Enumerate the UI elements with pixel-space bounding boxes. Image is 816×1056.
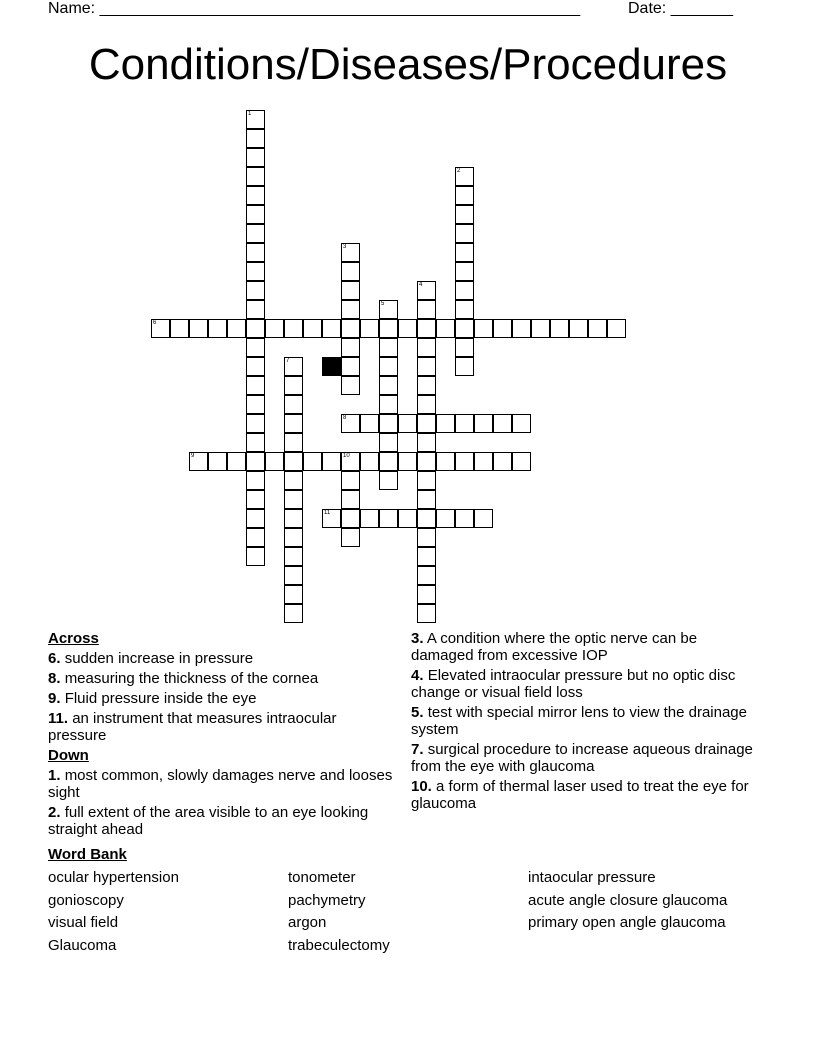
down-clue-7 xyxy=(411,741,761,775)
grid-cell[interactable] xyxy=(607,319,626,338)
grid-cell[interactable] xyxy=(341,528,360,547)
grid-cell[interactable] xyxy=(455,452,474,471)
grid-cell[interactable] xyxy=(341,319,360,338)
across-clue-6 xyxy=(48,650,393,667)
grid-cell[interactable] xyxy=(379,509,398,528)
grid-cell[interactable] xyxy=(246,224,265,243)
cell-number: 9 xyxy=(191,453,195,459)
grid-cell[interactable] xyxy=(303,452,322,471)
cell-number: 6 xyxy=(153,320,157,326)
date-field[interactable]: Date: _______ xyxy=(628,0,733,17)
word-bank-list xyxy=(48,868,768,958)
clue-number: 9. xyxy=(48,690,61,707)
grid-cell[interactable] xyxy=(417,319,436,338)
grid-cell[interactable] xyxy=(436,509,455,528)
grid-cell[interactable] xyxy=(417,490,436,509)
grid-cell[interactable] xyxy=(284,376,303,395)
grid-cell[interactable] xyxy=(455,186,474,205)
word-bank xyxy=(48,846,768,958)
black-cell xyxy=(322,357,341,376)
clue-number: 5. xyxy=(411,704,424,721)
grid-cell[interactable] xyxy=(417,433,436,452)
down-clue-5 xyxy=(411,704,761,738)
grid-cell[interactable] xyxy=(474,319,493,338)
grid-cell[interactable] xyxy=(322,509,341,528)
grid-cell[interactable] xyxy=(284,604,303,623)
grid-cell[interactable] xyxy=(284,452,303,471)
word-bank-item: acute angle closure glaucoma xyxy=(528,891,728,909)
grid-cell[interactable] xyxy=(436,414,455,433)
grid-cell[interactable] xyxy=(284,566,303,585)
down-clue-1 xyxy=(48,767,393,801)
grid-cell[interactable] xyxy=(341,376,360,395)
grid-cell[interactable] xyxy=(379,452,398,471)
grid-cell[interactable] xyxy=(246,110,265,129)
across-clue-8 xyxy=(48,670,393,687)
grid-cell[interactable] xyxy=(284,490,303,509)
grid-cell[interactable] xyxy=(246,262,265,281)
grid-cell[interactable] xyxy=(246,243,265,262)
grid-cell[interactable] xyxy=(379,338,398,357)
grid-cell[interactable] xyxy=(151,319,170,338)
word-bank-heading: Word Bank xyxy=(48,846,127,863)
down-clue-3 xyxy=(411,630,761,664)
grid-cell[interactable] xyxy=(455,509,474,528)
cell-number: 10 xyxy=(343,453,350,459)
clue-text: full extent of the area visible to an eye looking straight ahead xyxy=(48,804,369,838)
cell-number: 7 xyxy=(286,358,290,364)
word-bank-item: primary open angle glaucoma xyxy=(528,914,726,931)
grid-cell[interactable] xyxy=(246,338,265,357)
grid-cell[interactable] xyxy=(284,319,303,338)
cell-number: 1 xyxy=(248,111,252,117)
grid-cell[interactable] xyxy=(417,509,436,528)
grid-cell[interactable] xyxy=(417,452,436,471)
clue-number: 10. xyxy=(411,778,432,795)
clue-text: surgical procedure to increase aqueous drainage from the eye with glaucoma xyxy=(411,741,753,775)
grid-cell[interactable] xyxy=(455,281,474,300)
grid-cell[interactable] xyxy=(284,547,303,566)
grid-cell[interactable] xyxy=(417,281,436,300)
cell-number: 4 xyxy=(419,282,423,288)
grid-cell[interactable] xyxy=(246,395,265,414)
grid-cell[interactable] xyxy=(246,528,265,547)
clue-number: 2. xyxy=(48,804,61,821)
grid-cell[interactable] xyxy=(246,281,265,300)
down-clue-10 xyxy=(411,778,761,812)
clues-right-column xyxy=(411,630,761,815)
grid-cell[interactable] xyxy=(341,414,360,433)
grid-cell[interactable] xyxy=(246,547,265,566)
grid-cell[interactable] xyxy=(341,490,360,509)
grid-cell[interactable] xyxy=(246,186,265,205)
grid-cell[interactable] xyxy=(303,319,322,338)
grid-cell[interactable] xyxy=(189,452,208,471)
name-field[interactable]: Name: ______________________________________________________ xyxy=(48,0,581,17)
clue-number: 8. xyxy=(48,670,61,687)
grid-cell[interactable] xyxy=(341,300,360,319)
grid-cell[interactable] xyxy=(341,262,360,281)
grid-cell[interactable] xyxy=(341,357,360,376)
cell-number: 3 xyxy=(343,244,347,250)
grid-cell[interactable] xyxy=(436,452,455,471)
grid-cell[interactable] xyxy=(246,167,265,186)
word-bank-item: gonioscopy xyxy=(48,891,124,909)
grid-cell[interactable] xyxy=(246,376,265,395)
clues-left-column xyxy=(48,630,393,841)
grid-cell[interactable] xyxy=(550,319,569,338)
grid-cell[interactable] xyxy=(455,205,474,224)
clue-text: sudden increase in pressure xyxy=(64,650,254,667)
grid-cell[interactable] xyxy=(379,376,398,395)
down-clue-4 xyxy=(411,667,761,701)
grid-cell[interactable] xyxy=(360,319,379,338)
grid-cell[interactable] xyxy=(284,509,303,528)
grid-cell[interactable] xyxy=(265,452,284,471)
word-bank-item: visual field xyxy=(48,914,119,931)
grid-cell[interactable] xyxy=(360,509,379,528)
grid-cell[interactable] xyxy=(417,604,436,623)
grid-cell[interactable] xyxy=(284,414,303,433)
grid-cell[interactable] xyxy=(227,452,246,471)
grid-cell[interactable] xyxy=(322,452,341,471)
cell-number: 11 xyxy=(324,510,331,516)
clue-number: 11. xyxy=(48,710,69,727)
clue-text: an instrument that measures intraocular pressure xyxy=(48,710,337,744)
grid-cell[interactable] xyxy=(474,452,493,471)
clue-number: 4. xyxy=(411,667,424,684)
grid-cell[interactable] xyxy=(379,414,398,433)
grid-cell[interactable] xyxy=(569,319,588,338)
grid-cell[interactable] xyxy=(417,566,436,585)
grid-cell[interactable] xyxy=(341,281,360,300)
grid-cell[interactable] xyxy=(493,319,512,338)
grid-cell[interactable] xyxy=(208,452,227,471)
grid-cell[interactable] xyxy=(379,357,398,376)
grid-cell[interactable] xyxy=(341,243,360,262)
cell-number: 5 xyxy=(381,301,385,307)
grid-cell[interactable] xyxy=(246,471,265,490)
grid-cell[interactable] xyxy=(360,452,379,471)
grid-cell[interactable] xyxy=(474,509,493,528)
grid-cell[interactable] xyxy=(417,528,436,547)
grid-cell[interactable] xyxy=(417,376,436,395)
grid-cell[interactable] xyxy=(265,319,284,338)
grid-cell[interactable] xyxy=(398,509,417,528)
word-bank-item: tonometer xyxy=(288,869,356,886)
word-bank-item: Glaucoma xyxy=(48,936,117,954)
grid-cell[interactable] xyxy=(246,509,265,528)
grid-cell[interactable] xyxy=(417,338,436,357)
word-bank-item: pachymetry xyxy=(288,891,366,909)
grid-cell[interactable] xyxy=(588,319,607,338)
grid-cell[interactable] xyxy=(417,395,436,414)
clue-text: a form of thermal laser used to treat the eye for glaucoma xyxy=(411,778,749,812)
grid-cell[interactable] xyxy=(284,471,303,490)
down-clue-2 xyxy=(48,804,393,838)
grid-cell[interactable] xyxy=(284,528,303,547)
clue-text: A condition where the optic nerve can be damaged from excessive IOP xyxy=(411,630,698,664)
grid-cell[interactable] xyxy=(398,319,417,338)
grid-cell[interactable] xyxy=(284,395,303,414)
cell-number: 8 xyxy=(343,415,347,421)
grid-cell[interactable] xyxy=(246,357,265,376)
word-bank-item: trabeculectomy xyxy=(288,936,390,954)
grid-cell[interactable] xyxy=(455,262,474,281)
grid-cell[interactable] xyxy=(455,338,474,357)
across-heading: Across xyxy=(48,630,99,647)
grid-cell[interactable] xyxy=(417,471,436,490)
grid-cell[interactable] xyxy=(436,319,455,338)
across-clue-9 xyxy=(48,690,393,707)
grid-cell[interactable] xyxy=(379,319,398,338)
grid-cell[interactable] xyxy=(455,243,474,262)
grid-cell[interactable] xyxy=(284,585,303,604)
grid-cell[interactable] xyxy=(227,319,246,338)
grid-cell[interactable] xyxy=(341,471,360,490)
grid-cell[interactable] xyxy=(246,490,265,509)
page-title: Conditions/Diseases/Procedures xyxy=(88,40,728,89)
grid-cell[interactable] xyxy=(417,585,436,604)
clue-text: Fluid pressure inside the eye xyxy=(64,690,257,707)
grid-cell[interactable] xyxy=(474,414,493,433)
grid-cell[interactable] xyxy=(246,300,265,319)
grid-cell[interactable] xyxy=(417,547,436,566)
grid-cell[interactable] xyxy=(170,319,189,338)
grid-cell[interactable] xyxy=(246,148,265,167)
grid-cell[interactable] xyxy=(512,414,531,433)
grid-cell[interactable] xyxy=(189,319,208,338)
grid-cell[interactable] xyxy=(493,452,512,471)
grid-cell[interactable] xyxy=(455,357,474,376)
grid-cell[interactable] xyxy=(379,433,398,452)
grid-cell[interactable] xyxy=(455,414,474,433)
grid-cell[interactable] xyxy=(360,414,379,433)
grid-cell[interactable] xyxy=(493,414,512,433)
grid-cell[interactable] xyxy=(398,414,417,433)
grid-cell[interactable] xyxy=(246,452,265,471)
word-bank-item: argon xyxy=(288,914,327,931)
across-clue-11 xyxy=(48,710,393,744)
grid-cell[interactable] xyxy=(455,224,474,243)
clue-number: 6. xyxy=(48,650,61,667)
grid-cell[interactable] xyxy=(246,433,265,452)
word-bank-item: intaocular pressure xyxy=(528,869,656,886)
clue-text: measuring the thickness of the cornea xyxy=(64,670,319,687)
cell-number: 2 xyxy=(457,168,461,174)
grid-cell[interactable] xyxy=(417,300,436,319)
grid-cell[interactable] xyxy=(455,300,474,319)
grid-cell[interactable] xyxy=(398,452,417,471)
grid-cell[interactable] xyxy=(455,319,474,338)
grid-cell[interactable] xyxy=(246,319,265,338)
grid-cell[interactable] xyxy=(379,471,398,490)
clue-text: most common, slowly damages nerve and looses sight xyxy=(48,767,393,801)
word-bank-item: ocular hypertension xyxy=(48,869,179,886)
grid-cell[interactable] xyxy=(417,357,436,376)
grid-cell[interactable] xyxy=(379,395,398,414)
grid-cell[interactable] xyxy=(246,129,265,148)
grid-cell[interactable] xyxy=(512,319,531,338)
clue-text: Elevated intraocular pressure but no optic disc change or visual field loss xyxy=(411,667,736,701)
grid-cell[interactable] xyxy=(246,205,265,224)
clue-number: 3. xyxy=(411,630,424,647)
grid-cell[interactable] xyxy=(284,357,303,376)
grid-cell[interactable] xyxy=(341,338,360,357)
grid-cell[interactable] xyxy=(455,167,474,186)
clue-number: 7. xyxy=(411,741,424,758)
grid-cell[interactable] xyxy=(417,414,436,433)
clue-number: 1. xyxy=(48,767,61,784)
down-heading: Down xyxy=(48,747,89,764)
grid-cell[interactable] xyxy=(531,319,550,338)
grid-cell[interactable] xyxy=(322,319,341,338)
grid-cell[interactable] xyxy=(379,300,398,319)
grid-cell[interactable] xyxy=(341,509,360,528)
clue-text: test with special mirror lens to view the drainage system xyxy=(411,704,747,738)
grid-cell[interactable] xyxy=(208,319,227,338)
grid-cell[interactable] xyxy=(246,414,265,433)
grid-cell[interactable] xyxy=(341,452,360,471)
grid-cell[interactable] xyxy=(284,433,303,452)
grid-cell[interactable] xyxy=(512,452,531,471)
